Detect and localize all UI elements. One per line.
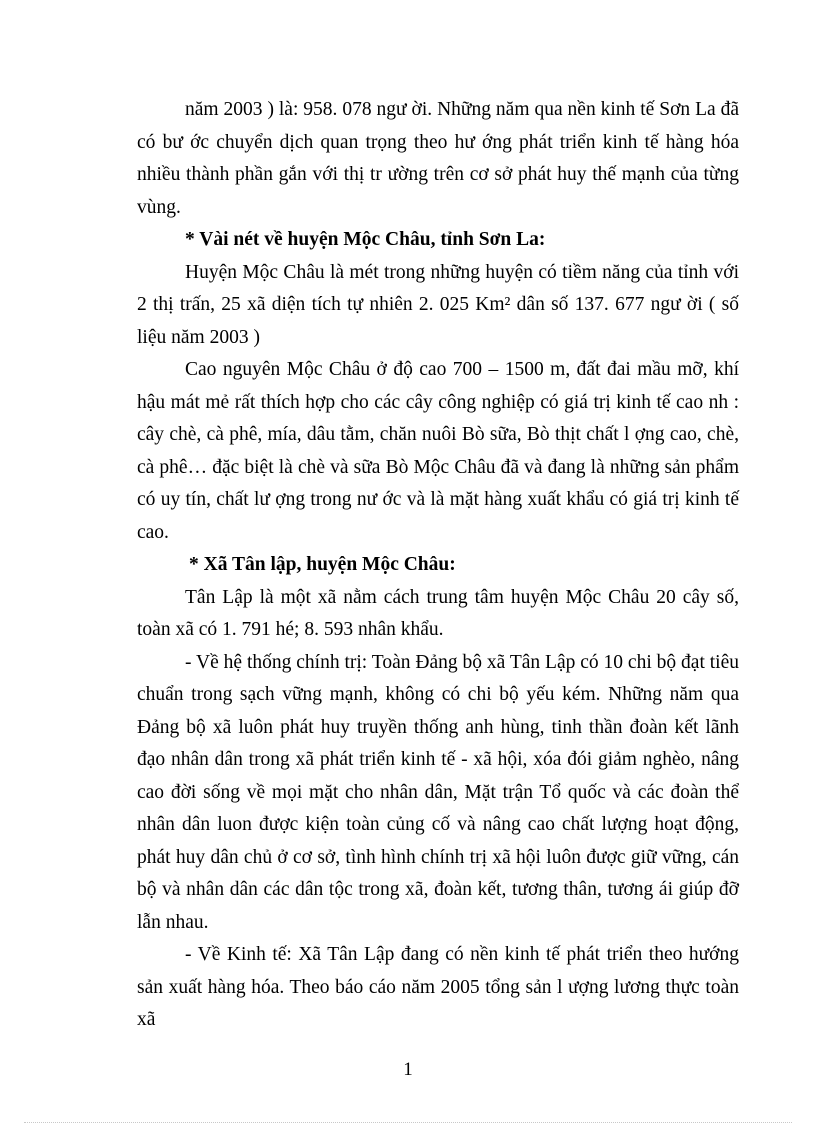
section-heading-tan-lap: * Xã Tân lập, huyện Mộc Châu: xyxy=(189,554,456,575)
page-number: 1 xyxy=(403,1059,413,1080)
paragraph-political-system: - Về hệ thống chính trị: Toàn Đảng bộ xã Tân Lập có 10 chi bộ đạt tiêu chuẩn trong sạch vững mạnh, không có chi bộ yếu kém. Những năm qua Đảng bộ xã luôn phát huy truyền thống anh hùng, tinh thần đoàn kết lãnh đạo nhân dân trong xã phát triển kinh tế - xã hội, xóa đói giảm nghèo, nâng cao đời sống về mọi mặt cho nhân dân, Mặt trận Tổ quốc và các đoàn thể nhân dân luon được kiện toàn củng cố và nâng cao chất lượng hoạt động, phát huy dân chủ ở cơ sở, tình hình chính trị xã hội luôn được giữ vững, cán bộ và nhân dân các dân tộc trong xã, đoàn kết, tương thân, tương ái giúp đỡ lẫn nhau. xyxy=(137,651,739,933)
paragraph-tan-lap-overview: Tân Lập là một xã nằm cách trung tâm huyện Mộc Châu 20 cây số, toàn xã có 1. 791 hé; 8. 593 nhân khẩu. xyxy=(137,586,739,640)
section-heading-moc-chau: * Vài nét về huyện Mộc Châu, tỉnh Sơn La: xyxy=(185,229,546,250)
paragraph-economy: - Về Kinh tế: Xã Tân Lập đang có nền kinh tế phát triển theo hướng sản xuất hàng hóa. Theo báo cáo năm 2005 tổng sản l ượng lương thực toàn xã xyxy=(137,944,739,1030)
paragraph-moc-chau-plateau: Cao nguyên Mộc Châu ở độ cao 700 – 1500 m, đất đai mầu mỡ, khí hậu mát mẻ rất thích hợp cho các cây công nghiệp có giá trị kinh tế cao nh : cây chè, cà phê, mía, dâu tằm, chăn nuôi Bò sữa, Bò thịt chất l ợng cao, chè, cà phê… đặc biệt là chè và sữa Bò Mộc Châu đã và đang là những sản phẩm có uy tín, chất lư ợng trong nư ớc và là mặt hàng xuất khẩu có giá trị kinh tế cao. xyxy=(137,359,739,543)
document-body xyxy=(137,94,739,1037)
paragraph-intro: năm 2003 ) là: 958. 078 ngư ời. Những năm qua nền kinh tế Sơn La đã có bư ớc chuyển dịch quan trọng theo hư ớng phát triển kinh tế hàng hóa nhiều thành phần gắn với thị tr ường trên cơ sở phát huy thế mạnh của từng vùng. xyxy=(137,99,739,218)
paragraph-moc-chau-overview: Huyện Mộc Châu là mét trong những huyện có tiềm năng của tỉnh với 2 thị trấn, 25 xã diện tích tự nhiên 2. 025 Km² dân số 137. 677 ngư ời ( số liệu năm 2003 ) xyxy=(137,261,739,348)
